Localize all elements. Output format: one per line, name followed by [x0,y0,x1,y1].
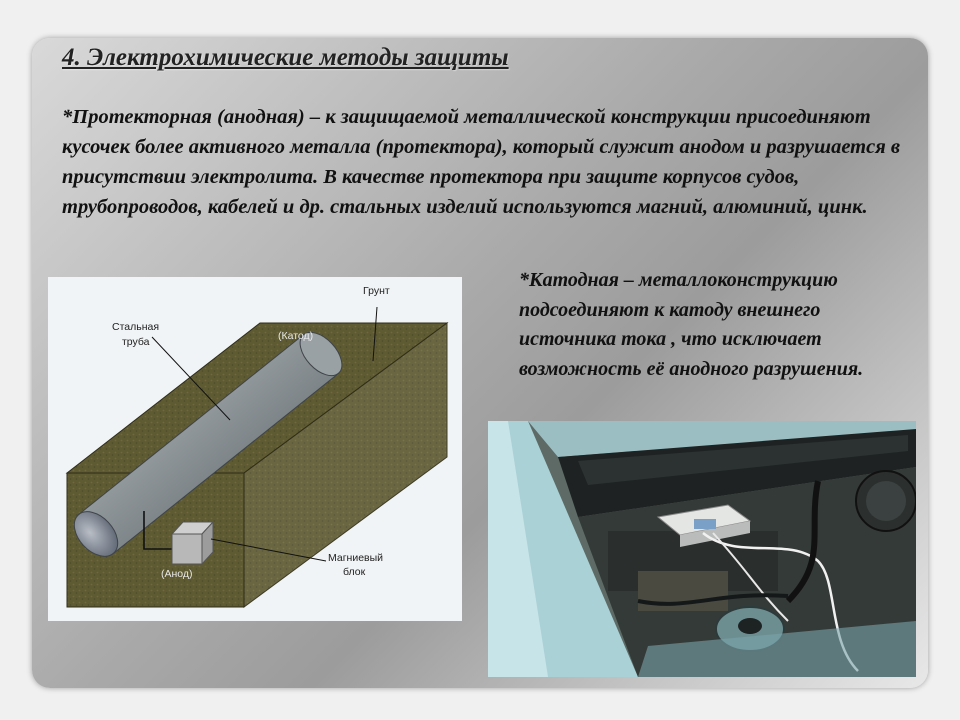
label-ground: Грунт [363,285,390,297]
engine-bay-photo-svg [488,421,916,677]
slide [32,38,928,688]
anodic-protection-text: *Протекторная (анодная) – к защищаемой металлической конструкции присоединяют кусочек более активного металла (протектора), который служит анодом и разрушается в присутствии электролита. В качестве протектора при защите корпусов судов, трубопроводов, кабелей и др. стальных изделий используются магний, алюминий, цинк. [62,106,901,218]
diagram-svg [48,277,462,621]
cathodic-protection-text: *Катодная – металлоконструкцию подсоединяют к катоду внешнего источника тока , что исключает возможность её анодного разрушения. [519,269,864,380]
label-anode: (Анод) [161,568,193,580]
label-magnesium-block-line1: Магниевый [328,552,384,564]
label-cathode: (Катод) [278,330,314,342]
slide-title: 4. Электрохимические методы защиты [62,44,509,71]
cathodic-protection-diagram [48,277,462,621]
magnesium-anode-block [172,522,213,564]
label-steel-pipe-line2: труба [122,336,150,348]
label-steel-pipe-line1: Стальная [112,321,160,333]
engine-bay-photo [488,421,916,677]
label-magnesium-block-line2: блок [343,566,366,578]
